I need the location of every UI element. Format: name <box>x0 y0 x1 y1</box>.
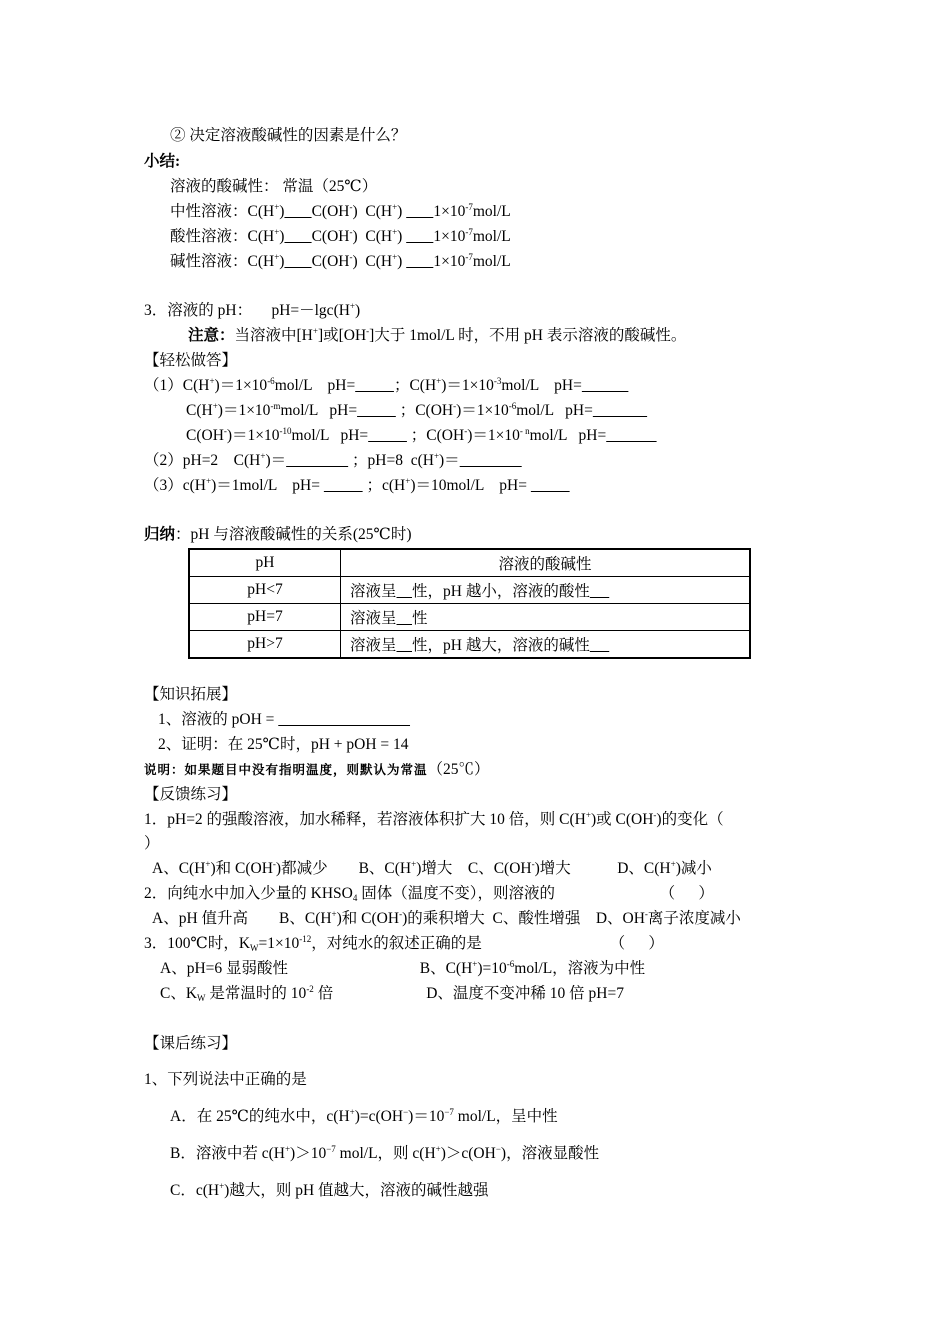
table-header-row <box>189 549 750 577</box>
exercise-1-line-1: $(1)C(H^+)=1\times 10^{-6}mol/L$ pH= ；$C(H^+)=1\times 10^{-3}mol/L$ pH= <box>144 376 582 394</box>
basic-solution-line: 碱性溶液：C(H+) C(OH-) C(H+) $1\times 10^{-7}mol/L$ <box>170 252 511 270</box>
homework-q1: 1、下列说法中正确的是 <box>144 1071 307 1088</box>
summary-acidity-label: 溶液的酸碱性： 常温（25℃） <box>170 178 378 195</box>
explanation-note: 说明：如果题目中没有指明温度，则默认为常温（25℃） <box>144 761 490 778</box>
homework-option-b: B．溶液中若 $c(H^+)>10^{-7}$ mol/L，则 c(H+)＞c(OH−)，溶液显酸性 <box>170 1144 600 1162</box>
attention-note: 注意：当溶液中[H+]或[OH-]大于 1mol/L 时，不用 pH 表示溶液的酸碱性。 <box>188 326 687 344</box>
induction-heading: 归纳：pH 与溶液酸碱性的关系(25℃时) <box>144 526 412 543</box>
homework-heading: 【课后练习】 <box>144 1035 238 1052</box>
feedback-q1-options: A、C(H+)和 C(OH-)都减少 B、C(H+)增大 C、C(OH-)增大 D、C(H+)减小 <box>152 859 712 877</box>
knowledge-extension-heading: 【知识拓展】 <box>144 686 238 703</box>
table-cell-ph: pH<7 <box>189 577 341 604</box>
table-row <box>189 577 750 604</box>
feedback-q3-options-cd: C、$K_W$ 是常温时的 $10^{-2}$ 倍 D、温度不变冲稀 10 倍 pH=7 <box>160 984 624 1003</box>
feedback-q1-paren: ） <box>144 835 160 852</box>
table-cell-acidity: 溶液呈 性，pH 越小，溶液的酸性 <box>341 577 751 604</box>
homework-option-c: C．c(H+)越大，则 pH 值越大，溶液的碱性越强 <box>170 1181 489 1199</box>
poh-line: 1、溶液的 pOH = <box>158 711 279 728</box>
ph-definition-line: 3．溶液的 pH： pH=－lgc(H+) <box>144 301 361 319</box>
feedback-q3-options-ab: A、pH=6 显弱酸性 B、$C(H^+)=10^{-6}mol/L$，溶液为中性 <box>160 959 646 977</box>
table-row <box>189 604 750 631</box>
table-cell-acidity: 溶液呈 性，pH 越大，溶液的碱性 <box>341 631 751 659</box>
table-cell-ph: pH=7 <box>189 604 341 631</box>
neutral-solution-line: 中性溶液：C(H+) C(OH-) C(H+) $1\times 10^{-7}mol/L$ <box>170 202 511 220</box>
summary-heading: 小结: <box>144 153 181 170</box>
question-2-line: ② 决定溶液酸碱性的因素是什么？ <box>170 127 407 144</box>
feedback-q2: 2．向纯水中加入少量的 $KHSO_4$ 固体（温度不变），则溶液的 （ ） <box>144 885 714 903</box>
ph-relation-table <box>188 548 751 659</box>
exercise-1-line-2: $C(H^+)=1\times 10^{-m}mol/L$ pH= ；$C(OH^-)=1\times 10^{-6}mol/L$ pH= <box>186 401 593 419</box>
exercise-1-line-3: $C(OH^-)=1\times 10^{-10}mol/L$ pH= ；$C(OH^-)=1\times 10^{- n}mol/L$ pH= <box>186 426 607 444</box>
easy-answer-heading: 【轻松做答】 <box>144 352 238 369</box>
table-row <box>189 631 750 659</box>
table-header-ph: pH <box>189 549 341 577</box>
acidic-solution-line: 酸性溶液：C(H+) C(OH-) C(H+) $1\times 10^{-7}mol/L$ <box>170 227 511 245</box>
feedback-q2-options: A、pH 值升高 B、C(H+)和 C(OH-)的乘积增大 C、酸性增强 D、OH-离子浓度减小 <box>152 909 741 927</box>
feedback-q1: 1．pH=2 的强酸溶液，加水稀释，若溶液体积扩大 10 倍，则 C(H+)或 C(OH-)的变化（ <box>144 810 724 828</box>
table-header-acidity: 溶液的酸碱性 <box>341 549 751 577</box>
exercise-2-line: （2）pH=2 C(H+)＝ ；pH=8 c(H+)＝ <box>144 451 460 469</box>
proof-line: 2、证明：在 25℃时，pH + pOH = 14 <box>158 736 409 753</box>
feedback-heading: 【反馈练习】 <box>144 786 238 803</box>
table-cell-ph: pH>7 <box>189 631 341 659</box>
homework-option-a: A．在 25℃的纯水中，$c(H^+)=c(OH^-)=10^{-7}$ mol/L，呈中性 <box>170 1107 558 1125</box>
exercise-3-line: （3）c(H+)＝1mol/L pH= ；c(H+)＝10mol/L pH= <box>144 476 531 494</box>
feedback-q3: 3．100℃时，$K_W=1\times 10^{-12}$，对纯水的叙述正确的是 （ ） <box>144 934 664 953</box>
table-cell-acidity: 溶液呈 性 <box>341 604 751 631</box>
